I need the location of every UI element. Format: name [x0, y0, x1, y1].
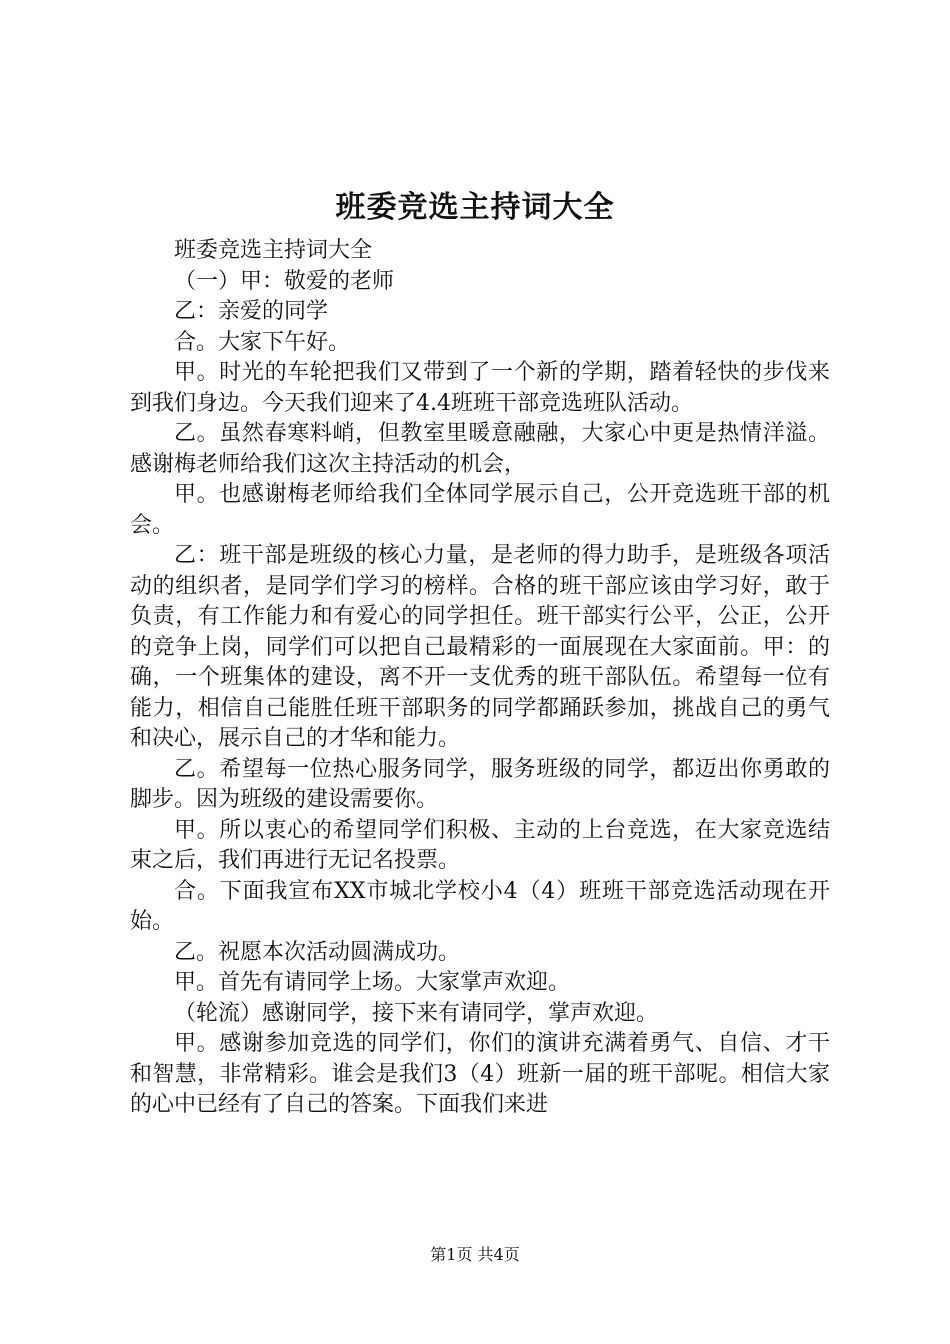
- paragraph: （一）甲：敬爱的老师: [174, 268, 395, 294]
- paragraph: 乙：班干部是班级的核心力量，是老师的得力助手，是班级各项活动的组织者，是同学们学习的榜样。合格的班干部应该由学习好，敢于负责，有工作能力和有爱心的同学担任。班干部实行公平，公正，公开的竞争上岗，同学们可以把自己最精彩的一面展现在大家面前。甲：的确，一个班集体的建设，离不开一支优秀的班干部队伍。希望每一位有能力，相信自己能胜任班干部职务的同学都踊跃参加，挑战自己的勇气和决心，展示自己的才华和能力。: [130, 543, 830, 751]
- paragraph: 乙：亲爱的同学: [174, 299, 329, 324]
- paragraph: 合。大家下午好。: [174, 329, 351, 355]
- paragraph: 合。下面我宣布XX市城北学校小4（4）班班干部竞选活动现在开始。: [130, 878, 830, 934]
- paragraph: 甲。时光的车轮把我们又带到了一个新的学期，踏着轻快的步伐来到我们身边。今天我们迎来了4.4班班干部竞选班队活动。: [130, 360, 830, 416]
- paragraph: 乙。祝愿本次活动圆满成功。: [174, 939, 461, 965]
- paragraph: （轮流）感谢同学，接下来有请同学，掌声欢迎。: [174, 1000, 659, 1026]
- paragraph: 乙。虽然春寒料峭，但教室里暖意融融，大家心中更是热情洋溢。感谢梅老师给我们这次主持活动的机会，: [130, 421, 830, 477]
- paragraph: 甲。所以衷心的希望同学们积极、主动的上台竞选，在大家竞选结束之后，我们再进行无记名投票。: [130, 817, 830, 873]
- paragraph: 乙。希望每一位热心服务同学，服务班级的同学，都迈出你勇敢的脚步。因为班级的建设需要你。: [130, 756, 830, 812]
- paragraph: 甲。感谢参加竞选的同学们，你们的演讲充满着勇气、自信、才干和智慧，非常精彩。谁会是我们3（4）班新一届的班干部呢。相信大家的心中已经有了自己的答案。下面我们来进: [130, 1031, 830, 1117]
- page-footer: 第1页 共4页: [430, 1245, 520, 1264]
- document-title: 班委竞选主持词大全: [335, 190, 615, 225]
- paragraph: 甲。也感谢梅老师给我们全体同学展示自己，公开竞选班干部的机会。: [130, 482, 830, 538]
- document-body: [130, 236, 830, 1121]
- paragraph: 甲。首先有请同学上场。大家掌声欢迎。: [174, 970, 571, 995]
- paragraph: 班委竞选主持词大全: [174, 238, 373, 263]
